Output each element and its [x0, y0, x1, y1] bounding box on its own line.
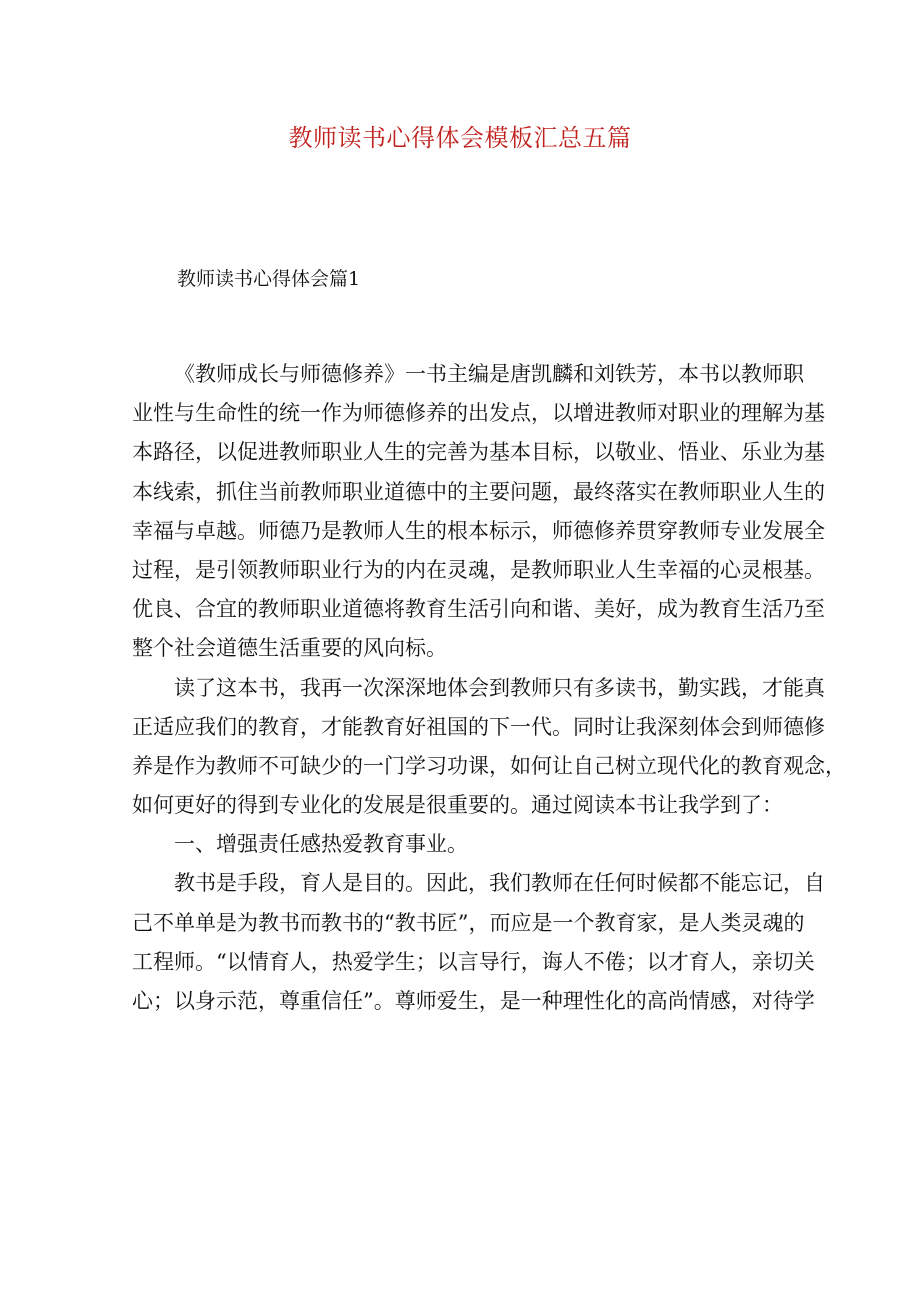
paragraph-1-line: 幸福与卓越。师德乃是教师人生的根本标示，师德修养贯穿教师专业发展全	[132, 518, 825, 543]
paragraph-1-line: 本线索，抓住当前教师职业道德中的主要问题，最终落实在教师职业人生的	[132, 479, 825, 504]
paragraph-2-line: 读了这本书，我再一次深深地体会到教师只有多读书，勤实践，才能真	[174, 675, 825, 700]
paragraph-4-line: 己不单单是为教书而教书的“教书匠”，而应是一个教育家，是人类灵魂的	[132, 910, 805, 935]
paragraph-2-line: 正适应我们的教育，才能教育好祖国的下一代。同时让我深刻体会到师德修	[132, 714, 825, 739]
paragraph-4-line: 工程师。“以情育人，热爱学生；以言导行，诲人不倦；以才育人，亲切关	[132, 949, 815, 974]
paragraph-4-line: 教书是手段，育人是目的。因此，我们教师在任何时候都不能忘记，自	[174, 871, 825, 896]
paragraph-3-line: 一、增强责任感热爱教育事业。	[174, 832, 468, 857]
paragraph-1-line: 整个社会道德生活重要的风向标。	[132, 636, 447, 661]
paragraph-1-line: 《教师成长与师德修养》一书主编是唐凯麟和刘铁芳，本书以教师职	[174, 362, 804, 386]
paragraph-2-line: 养是作为教师不可缺少的一门学习功课，如何让自己树立现代化的教育观念，	[132, 753, 846, 778]
paragraph-1-line: 本路径，以促进教师职业人生的完善为基本目标，以敬业、悟业、乐业为基	[132, 440, 825, 465]
document-body	[132, 355, 846, 1021]
document-title: 教师读书心得体会模板汇总五篇	[288, 124, 632, 152]
paragraph-1-line: 业性与生命性的统一作为师德修养的出发点，以增进教师对职业的理解为基	[132, 401, 825, 426]
paragraph-4-line: 心；以身示范，尊重信任”。尊师爱生，是一种理性化的高尚情感，对待学	[132, 989, 815, 1013]
paragraph-2-line: 如何更好的得到专业化的发展是很重要的。通过阅读本书让我学到了：	[132, 793, 783, 818]
paragraph-1-line: 过程，是引领教师职业行为的内在灵魂，是教师职业人生幸福的心灵根基。	[132, 557, 825, 582]
paragraph-1-line: 优良、合宜的教师职业道德将教育生活引向和谐、美好，成为教育生活乃至	[132, 597, 825, 622]
section-heading: 教师读书心得体会篇1	[177, 268, 361, 290]
